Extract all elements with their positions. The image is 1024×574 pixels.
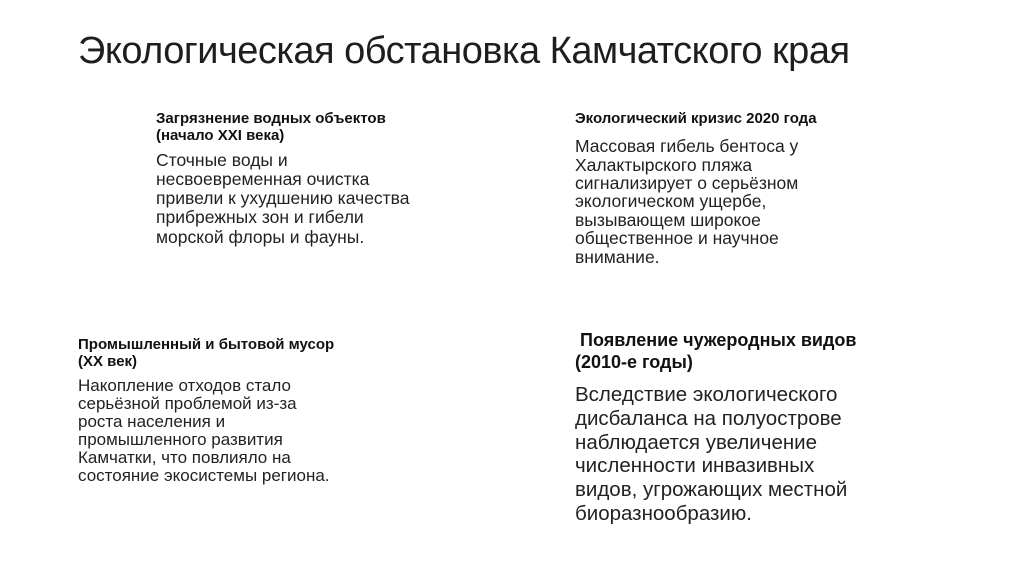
heading-line: Появление чужеродных видов (575, 330, 857, 350)
text-line: сигнализирует о серьёзном (575, 173, 799, 193)
ecological-crisis-text (575, 137, 817, 266)
text-line: состояние экосистемы региона. (78, 466, 330, 486)
text-line: Халактырского пляжа (575, 154, 753, 175)
water-pollution-block (156, 110, 410, 247)
water-pollution-heading (156, 110, 410, 145)
text-line: Массовая гибель бентоса у (575, 136, 799, 157)
heading-line: (XX век) (78, 353, 138, 371)
text-line: Камчатки, что повлияло на (78, 448, 291, 468)
text-line: роста населения и (78, 411, 226, 431)
text-line: дисбаланса на полуострове (575, 406, 842, 430)
text-line: Накопление отходов стало (78, 375, 291, 395)
text-line: внимание. (575, 246, 660, 267)
text-line: экологическом ущербе, (575, 191, 767, 212)
invasive-species-text (575, 383, 856, 526)
slide-title: Экологическая обстановка Камчатского края (78, 30, 850, 72)
heading-line: (2010-е годы) (575, 351, 693, 372)
text-line: биоразнообразию. (575, 502, 752, 526)
text-line: численности инвазивных (575, 454, 815, 478)
waste-heading (78, 336, 334, 371)
text-line: Вследствие экологического (575, 383, 838, 407)
waste-text (78, 377, 334, 486)
ecological-crisis-block (575, 110, 817, 266)
invasive-species-block (575, 330, 856, 526)
heading-line: Промышленный и бытовой мусор (78, 336, 335, 353)
text-line: привели к ухудшению качества (156, 188, 410, 208)
text-line: наблюдается увеличение (575, 430, 818, 454)
invasive-species-heading (575, 330, 856, 373)
text-line: видов, угрожающих местной (575, 478, 848, 502)
waste-block (78, 336, 334, 486)
text-line: серьёзной проблемой из-за (78, 393, 297, 413)
heading-line: (начало XXI века) (156, 127, 285, 145)
heading-line: Экологический кризис 2020 года (575, 110, 817, 127)
ecological-crisis-heading (575, 110, 817, 127)
water-pollution-text (156, 151, 410, 247)
text-line: промышленного развития (78, 430, 283, 450)
text-line: Сточные воды и (156, 149, 288, 170)
heading-line: Загрязнение водных объектов (156, 110, 386, 127)
text-line: общественное и научное (575, 228, 779, 249)
text-line: морской флоры и фауны. (156, 226, 365, 247)
text-line: несвоевременная очистка (156, 168, 370, 189)
text-line: вызывающем широкое (575, 209, 761, 230)
text-line: прибрежных зон и гибели (156, 207, 364, 228)
